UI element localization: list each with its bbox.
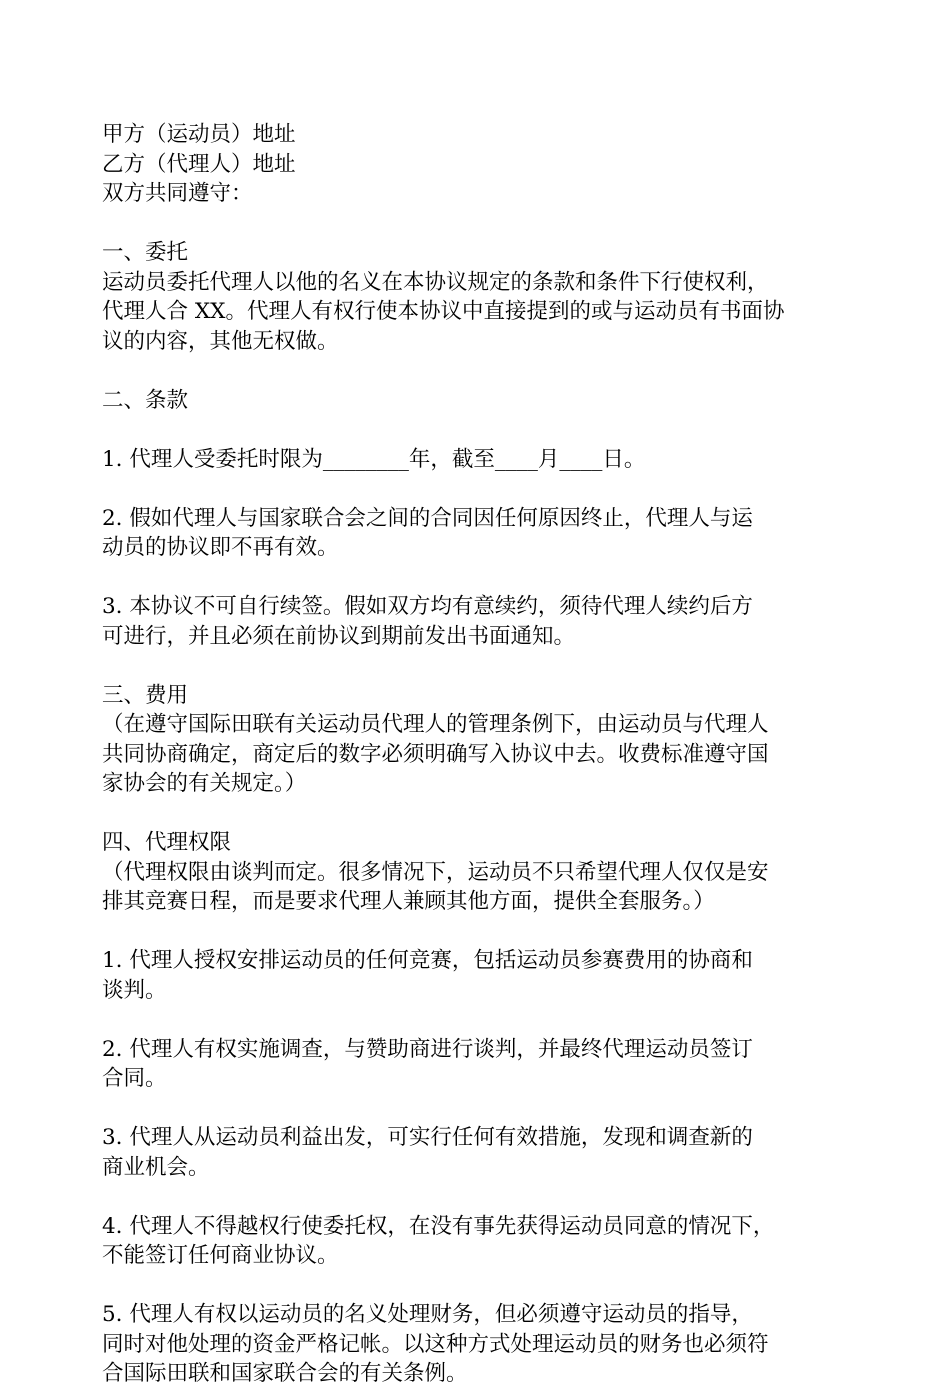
section-4-item-2-line: 2. 代理人有权实施调查，与赞助商进行谈判，并最终代理运动员签订 — [102, 1036, 753, 1062]
section-2-title: 二、条款 — [102, 387, 189, 413]
spacer — [102, 917, 862, 947]
spacer — [102, 651, 862, 681]
section-2-item-2-line: 2. 假如代理人与国家联合会之间的合同因任何原因终止，代理人与运 — [102, 505, 753, 531]
document-body — [102, 120, 862, 1389]
section-2-item-2-line: 动员的协议即不再有效。 — [102, 535, 339, 560]
spacer — [102, 563, 862, 593]
section-4-item-2-line: 合同。 — [102, 1066, 167, 1091]
intro-text: 双方共同遵守： — [102, 181, 253, 206]
section-3-title: 三、费用 — [102, 682, 189, 708]
section-4-item-3-line: 商业机会。 — [102, 1154, 210, 1180]
section-1-line: 运动员委托代理人以他的名义在本协议规定的条款和条件下行使权利， — [102, 269, 769, 295]
section-4-item-5-line: 同时对他处理的资金严格记帐。以这种方式处理运动员的财务也必须符 — [102, 1331, 769, 1357]
section-4-item-1-line: 谈判。 — [102, 977, 167, 1003]
section-3-line: （在遵守国际田联有关运动员代理人的管理条例下，由运动员与代理人 — [102, 712, 769, 737]
section-2-item-1: 1. 代理人受委托时限为________年，截至____月____日。 — [102, 446, 646, 472]
spacer — [102, 415, 862, 445]
section-4-item-4-line: 4. 代理人不得越权行使委托权，在没有事先获得运动员同意的情况下， — [102, 1213, 775, 1239]
section-3-line: 家协会的有关规定。） — [102, 771, 307, 796]
spacer — [102, 1094, 862, 1124]
party-b-address: 乙方（代理人）地址 — [102, 151, 296, 177]
spacer — [102, 1271, 862, 1301]
section-3-line: 共同协商确定，商定后的数字必须明确写入协议中去。收费标准遵守国 — [102, 741, 769, 767]
section-2-item-3-line: 可进行，并且必须在前协议到期前发出书面通知。 — [102, 623, 576, 649]
section-1-line: 代理人合 XX。代理人有权行使本协议中直接提到的或与运动员有书面协 — [102, 299, 785, 324]
section-1-title: 一、委托 — [102, 240, 189, 265]
section-4-title: 四、代理权限 — [102, 830, 232, 855]
spacer — [102, 799, 862, 829]
section-4-item-5-line: 合国际田联和国家联合会的有关条例。 — [102, 1361, 468, 1386]
section-2-item-3-line: 3. 本协议不可自行续签。假如双方均有意续约，须待代理人续约后方 — [102, 594, 753, 619]
spacer — [102, 474, 862, 504]
section-4-item-5-line: 5. 代理人有权以运动员的名义处理财务，但必须遵守运动员的指导， — [102, 1302, 753, 1327]
spacer — [102, 1182, 862, 1212]
spacer — [102, 209, 862, 239]
section-4-line: 排其竞赛日程，而是要求代理人兼顾其他方面，提供全套服务。） — [102, 889, 715, 914]
section-4-line: （代理权限由谈判而定。很多情况下，运动员不只希望代理人仅仅是安 — [102, 859, 769, 885]
spacer — [102, 356, 862, 386]
spacer — [102, 1005, 862, 1035]
section-4-item-4-line: 不能签订任何商业协议。 — [102, 1243, 339, 1268]
party-a-address: 甲方（运动员）地址 — [102, 122, 296, 147]
section-1-line: 议的内容，其他无权做。 — [102, 328, 339, 354]
section-4-item-1-line: 1. 代理人授权安排运动员的任何竞赛，包括运动员参赛费用的协商和 — [102, 948, 753, 973]
section-4-item-3-line: 3. 代理人从运动员利益出发，可实行任何有效措施，发现和调查新的 — [102, 1125, 753, 1150]
